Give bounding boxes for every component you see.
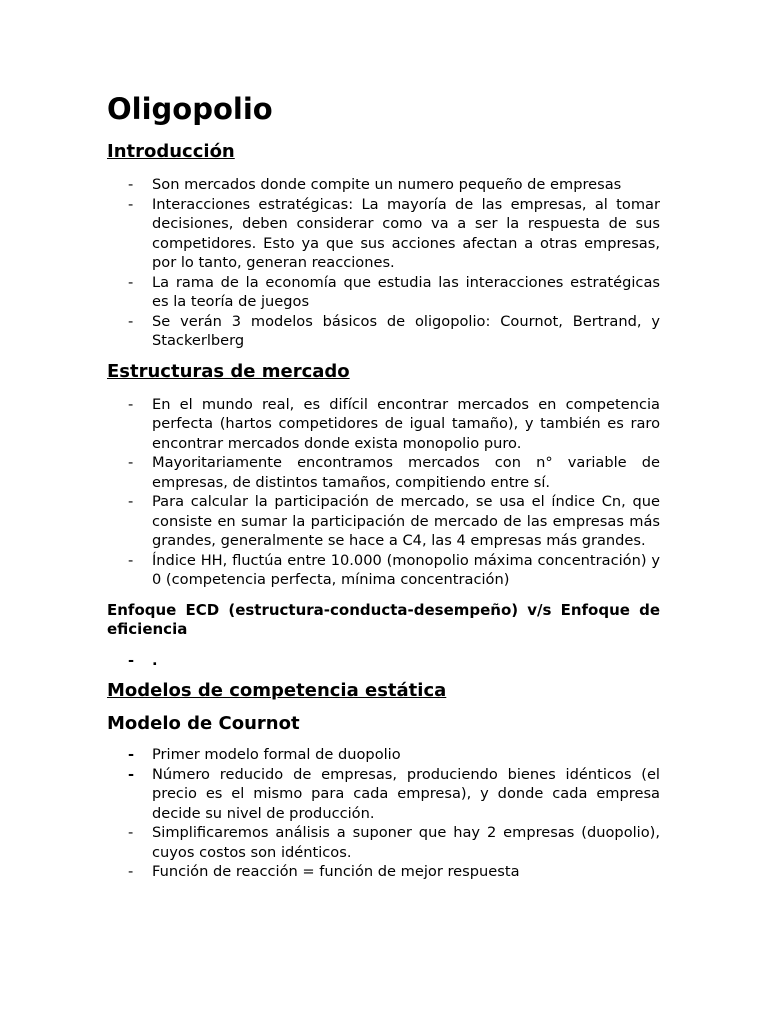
list-item-text: Número reducido de empresas, produciendo bienes idénticos (el precio es el mismo para cada empresa), y donde cada empresa decide su nivel de producción. [152, 765, 660, 822]
section-heading-introduccion: Introducción [107, 141, 235, 162]
list-item [107, 395, 660, 454]
list-item-text: Índice HH, fluctúa entre 10.000 (monopolio máxima concentración) y 0 (competencia perfecta, mínima concentración) [152, 551, 660, 588]
list-item [107, 312, 660, 351]
list-item-text: . [152, 651, 158, 669]
bullet-dash: - [128, 312, 134, 330]
cournot-list [107, 745, 660, 882]
list-item-text: Para calcular la participación de mercado, se usa el índice Cn, que consiste en sumar la participación de mercado de las empresas más grandes, generalmente se hace a C4, las 4 empresas más grandes. [152, 493, 660, 549]
section-heading-modelos: Modelos de competencia estática [107, 680, 447, 701]
list-item [107, 195, 660, 273]
list-item [107, 175, 660, 195]
intro-list [107, 175, 660, 351]
list-item-text: Mayoritariamente encontramos mercados con n° variable de empresas, de distintos tamaños, compitiendo entre sí. [152, 454, 660, 491]
list-item [107, 745, 660, 765]
list-item [107, 862, 660, 882]
subheading-cournot: Modelo de Cournot [107, 713, 300, 734]
bullet-dash: - [128, 395, 134, 413]
enfoque-list [107, 651, 660, 671]
list-item-text: La rama de la economía que estudia las interacciones estratégicas es la teoría de juegos [152, 273, 660, 310]
list-item [107, 765, 660, 824]
list-item-text: Simplificaremos análisis a suponer que hay 2 empresas (duopolio), cuyos costos son idénticos. [152, 824, 660, 861]
bullet-dash: - [128, 651, 135, 669]
list-item-text: Función de reacción = función de mejor respuesta [152, 863, 520, 880]
bullet-dash: - [128, 493, 134, 510]
bullet-dash: - [128, 454, 134, 471]
list-item-text: Son mercados donde compite un numero pequeño de empresas [152, 176, 622, 193]
bullet-dash: - [128, 765, 135, 783]
section-heading-estructuras: Estructuras de mercado [107, 360, 350, 382]
bullet-dash: - [128, 863, 134, 880]
list-item [107, 551, 660, 590]
bullet-dash: - [128, 273, 134, 291]
list-item-text: En el mundo real, es difícil encontrar mercados en competencia perfecta (hartos competidores de igual tamaño), y también es raro encontrar mercados donde exista monopolio puro. [152, 395, 660, 452]
bullet-dash: - [128, 195, 134, 213]
bullet-dash: - [128, 746, 135, 763]
list-item [107, 651, 660, 671]
list-item-text: Se verán 3 modelos básicos de oligopolio: Cournot, Bertrand, y Stackerlberg [152, 312, 660, 349]
document-title: Oligopolio [107, 92, 273, 126]
list-item [107, 273, 660, 312]
list-item-text: Interacciones estratégicas: La mayoría de las empresas, al tomar decisiones, deben considerar como va a ser la respuesta de sus competidores. Esto ya que sus acciones afectan a otras empresas, por lo tanto, generan reacciones. [152, 195, 660, 271]
bullet-dash: - [128, 551, 134, 569]
list-item [107, 492, 660, 551]
bullet-dash: - [128, 176, 134, 193]
subheading-enfoque: Enfoque ECD (estructura-conducta-desempeño) v/s Enfoque de eficiencia [107, 600, 660, 638]
list-item [107, 453, 660, 492]
estructuras-list [107, 395, 660, 590]
bullet-dash: - [128, 824, 134, 841]
list-item-text: Primer modelo formal de duopolio [152, 746, 401, 763]
document-page [107, 88, 660, 882]
list-item [107, 823, 660, 862]
